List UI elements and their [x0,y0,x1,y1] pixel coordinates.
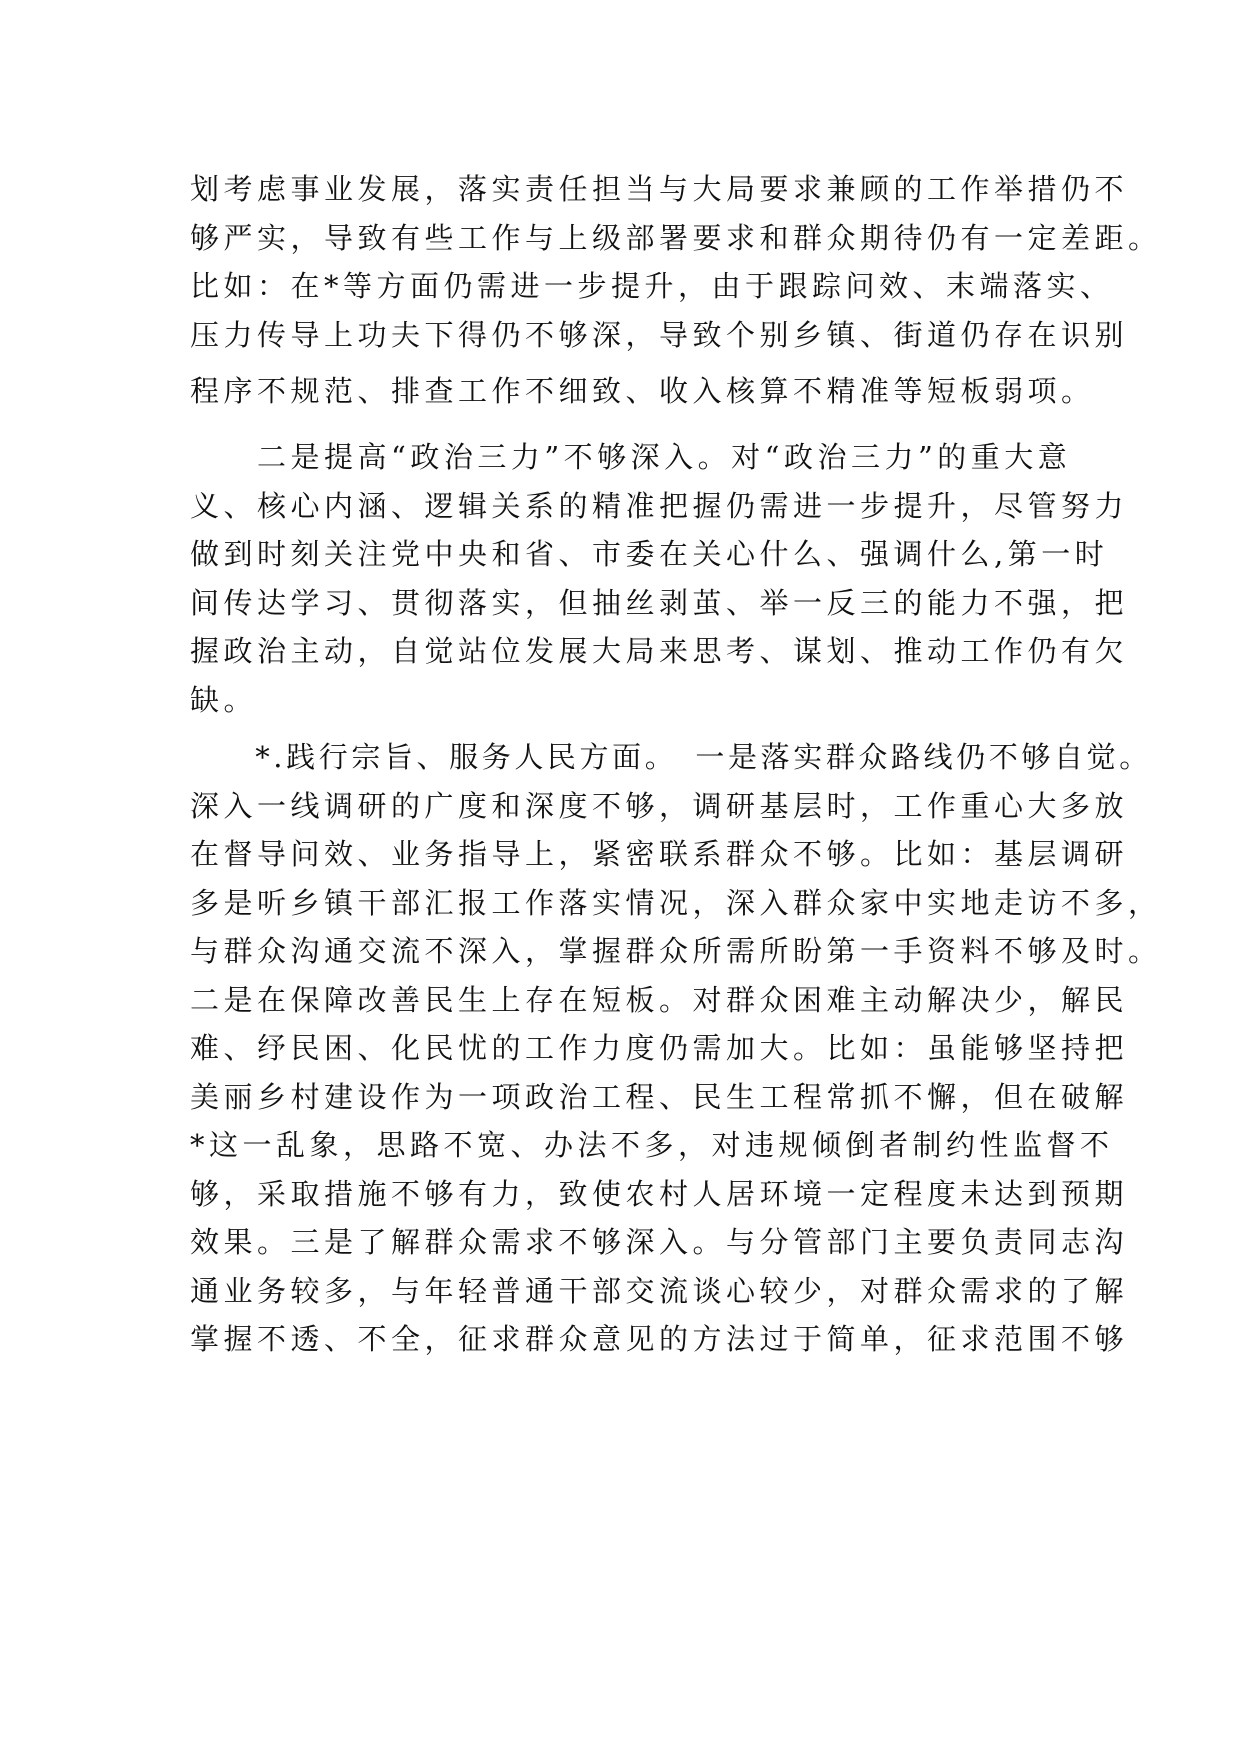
text-line: 划考虑事业发展，落实责任担当与大局要求兼顾的工作举措仍不 [190,172,1129,206]
paragraph-political-capacity [190,433,1129,724]
text-line: 义、核心内涵、逻辑关系的精准把握仍需进一步提升，尽管努力 [190,488,1129,523]
text-line: 多是听乡镇干部汇报工作落实情况，深入群众家中实地走访不多， [190,885,1162,920]
text-line: 够严实，导致有些工作与上级部署要求和群众期待仍有一定差距。 [190,220,1162,255]
text-line: *这一乱象，思路不宽、办法不多，对违规倾倒者制约性监督不 [190,1128,1114,1162]
text-line: 效果。三是了解群众需求不够深入。与分管部门主要负责同志沟 [190,1225,1129,1259]
paragraph-serving-people [190,733,1162,1364]
text-line: 深入一线调研的广度和深度不够，调研基层时，工作重心大多放 [190,788,1129,823]
text-line: 程序不规范、排查工作不细致、收入核算不精准等短板弱项。 [190,373,1095,408]
text-line: 够，采取措施不够有力，致使农村人居环境一定程度未达到预期 [190,1176,1129,1211]
text-line: 二是在保障改善民生上存在短板。对群众困难主动解决少，解民 [190,982,1129,1017]
text-line: 难、纾民困、化民忧的工作力度仍需加大。比如：虽能够坚持把 [190,1031,1129,1065]
text-line: 压力传导上功夫下得仍不够深，导致个别乡镇、街道仍存在识别 [190,317,1129,352]
text-line: 掌握不透、不全，征求群众意见的方法过于简单，征求范围不够 [190,1322,1129,1356]
text-line: 比如：在*等方面仍需进一步提升，由于跟踪问效、末端落实、 [190,269,1114,303]
text-line: 在督导问效、业务指导上，紧密联系群众不够。比如：基层调研 [190,837,1129,871]
paragraph-continuation [190,165,1162,415]
text-line: 与群众沟通交流不深入，掌握群众所需所盼第一手资料不够及时。 [190,934,1162,968]
text-line: 二是提高“政治三力”不够深入。对“政治三力”的重大意 [190,440,1072,474]
text-line: 握政治主动，自觉站位发展大局来思考、谋划、推动工作仍有欠 [190,634,1129,668]
text-line: 通业务较多，与年轻普通干部交流谈心较少，对群众需求的了解 [190,1273,1129,1308]
text-line: 美丽乡村建设作为一项政治工程、民生工程常抓不懈，但在破解 [190,1079,1129,1114]
text-line: 间传达学习、贯彻落实，但抽丝剥茧、举一反三的能力不强，把 [190,585,1129,620]
text-line: *.践行宗旨、服务人民方面。 一是落实群众路线仍不够自觉。 [190,740,1152,774]
text-line: 缺。 [190,682,258,717]
text-line: 做到时刻关注党中央和省、市委在关心什么、强调什么,第一时 [190,537,1109,571]
